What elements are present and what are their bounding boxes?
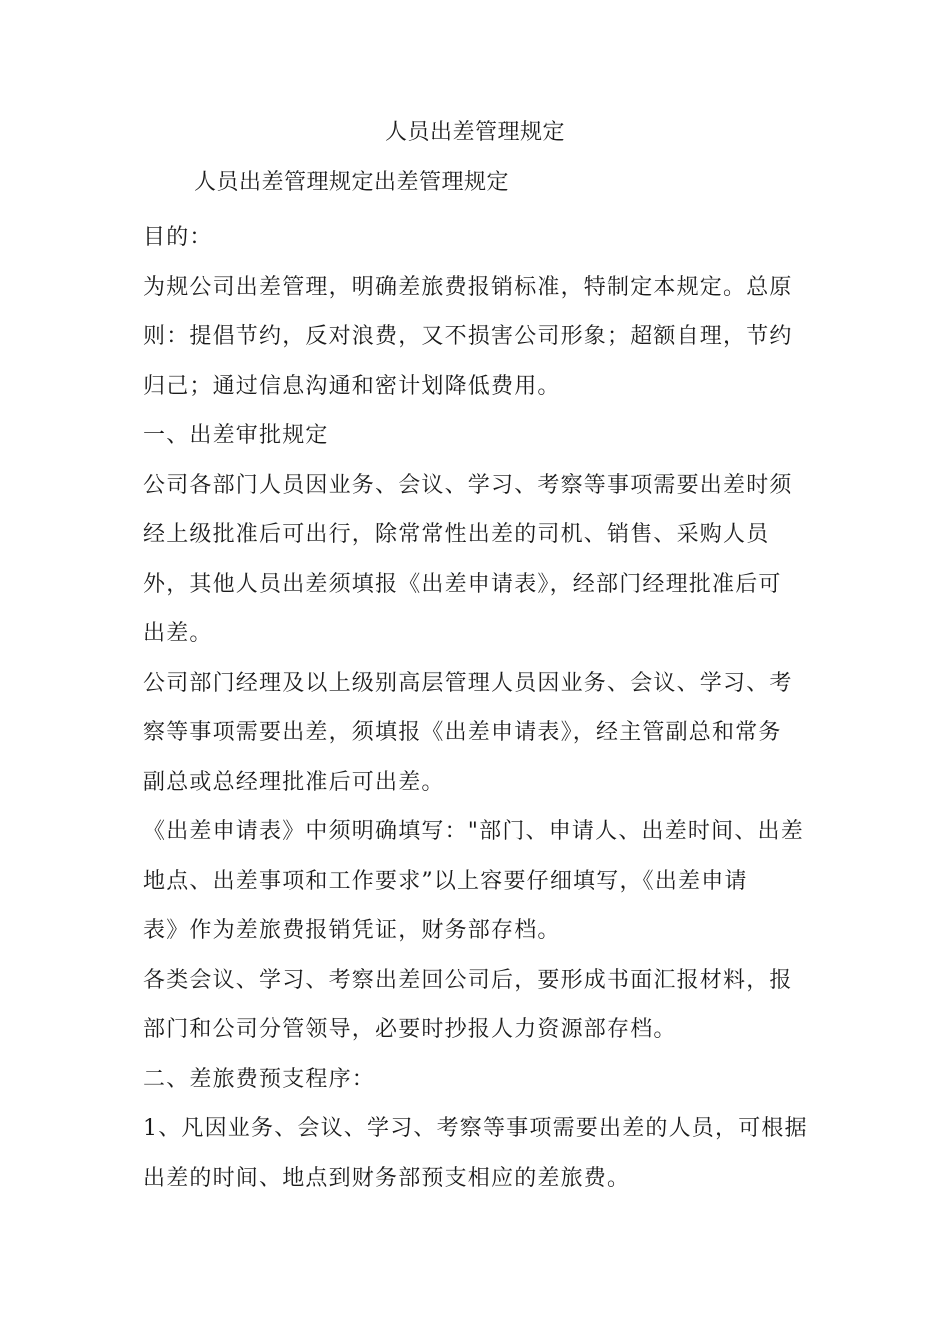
body-line: 1、凡因业务、会议、学习、考察等事项需要出差的人员，可根据 [143,1116,808,1141]
document-subtitle: 人员出差管理规定出差管理规定 [194,170,510,195]
body-line: 地点、出差事项和工作要求”以上容要仔细填写，《出差申请 [143,868,748,894]
body-line: 出差的时间、地点到财务部预支相应的差旅费。 [143,1165,631,1191]
body-line: 公司部门经理及以上级别高层管理人员因业务、会议、学习、考 [143,670,793,696]
body-line: 副总或总经理批准后可出差。 [143,769,445,795]
body-line: 外，其他人员出差须填报《出差申请表》，经部门经理批准后可 [143,571,782,597]
purpose-heading: 目的： [143,225,213,250]
section-heading-1: 一、出差审批规定 [143,423,329,448]
document-title: 人员出差管理规定 [384,120,565,145]
body-line: 部门和公司分管领导，必要时抄报人力资源部存档。 [143,1017,677,1042]
body-line: 察等事项需要出差，须填报《出差申请表》，经主管副总和常务 [143,720,782,745]
body-line: 归己；通过信息沟通和密计划降低费用。 [143,373,561,399]
body-line: 则：提倡节约，反对浪费，又不损害公司形象；超额自理，节约 [143,324,793,349]
body-line: 各类会议、学习、考察出差回公司后，要形成书面汇报材料，报 [143,967,793,993]
body-line: 出差。 [143,621,213,646]
section-heading-2: 二、差旅费预支程序： [143,1066,376,1092]
body-line: 经上级批准后可出行，除常常性出差的司机、销售、采购人员 [143,522,770,547]
document-body [143,213,819,1203]
body-line: 《出差申请表》中须明确填写："部门、申请人、出差时间、出差 [143,819,804,844]
body-line: 公司各部门人员因业务、会议、学习、考察等事项需要出差时须 [143,472,793,498]
body-line: 表》作为差旅费报销凭证，财务部存档。 [143,918,561,943]
body-line: 为规公司出差管理，明确差旅费报销标准，特制定本规定。总原 [143,274,793,300]
